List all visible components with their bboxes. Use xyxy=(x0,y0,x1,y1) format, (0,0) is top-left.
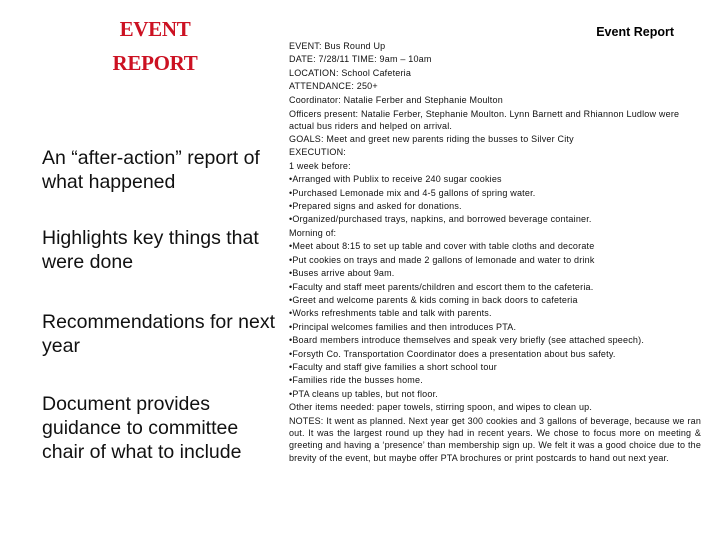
report-line-event: EVENT: Bus Round Up xyxy=(289,41,386,51)
report-line-week-before: 1 week before: xyxy=(289,160,351,171)
report-body xyxy=(289,40,709,415)
report-bullet: •Meet about 8:15 to set up table and cover with table cloths and decorate xyxy=(289,241,595,252)
report-line-execution: EXECUTION: xyxy=(289,147,347,158)
report-title: Event Report xyxy=(596,25,674,39)
report-bullet: •Forsyth Co. Transportation Coordinator does a presentation about bus safety. xyxy=(289,348,616,359)
report-bullet: •PTA cleans up tables, but not floor. xyxy=(289,388,438,399)
report-bullet: •Put cookies on trays and made 2 gallons of lemonade and water to drink xyxy=(289,254,595,265)
summary-item-highlights: Highlights key things that were done xyxy=(42,227,259,273)
summary-item-after-action: An “after-action” report of what happened xyxy=(42,147,260,193)
report-bullet: •Faculty and staff meet parents/children and escort them to the cafeteria. xyxy=(289,281,594,292)
report-bullet: •Board members introduce themselves and speak very briefly (see attached speech). xyxy=(289,335,645,346)
report-bullet: •Greet and welcome parents & kids coming in back doors to cafeteria xyxy=(289,294,578,305)
report-bullet: •Faculty and staff give families a short school tour xyxy=(289,361,497,372)
report-line-officers: Officers present: Natalie Ferber, Stephanie Moulton. Lynn Barnett and Rhiannon Ludlow were actual bus riders and helped on arrival. xyxy=(289,109,680,132)
report-bullet: •Purchased Lemonade mix and 4-5 gallons of spring water. xyxy=(289,187,536,198)
report-notes: NOTES: It went as planned. Next year get 300 cookies and 3 gallons of beverage, because we ran out. It was the largest round up they had in recent years. We chose to focus more on meeting & greeting and having a ‘presence’ than membership sign up. We felt it was a good choice due to the brevity of the event, but maybe offer PTA brochures or print postcards to hand out next year. xyxy=(289,416,701,463)
report-line-other-items: Other items needed: paper towels, stirring spoon, and wipes to clean up. xyxy=(289,402,593,413)
heading-line-report: REPORT xyxy=(112,51,198,75)
report-line-morning-of: Morning of: xyxy=(289,227,337,238)
report-bullet: •Principal welcomes families and then introduces PTA. xyxy=(289,321,517,332)
report-line-attendance: ATTENDANCE: 250+ xyxy=(289,81,378,92)
event-report-heading xyxy=(80,12,230,80)
summary-item-recommendations: Recommendations for next year xyxy=(42,311,276,357)
report-bullet: •Prepared signs and asked for donations. xyxy=(289,201,462,212)
report-line-goals: GOALS: Meet and greet new parents riding the busses to Silver City xyxy=(289,134,574,145)
report-bullet: •Works refreshments table and talk with parents. xyxy=(289,308,492,319)
report-bullet: •Families ride the busses home. xyxy=(289,375,423,386)
report-bullet: •Arranged with Publix to receive 240 sugar cookies xyxy=(289,174,502,185)
report-line-coordinator: Coordinator: Natalie Ferber and Stephanie Moulton xyxy=(289,94,503,105)
heading-line-event: EVENT xyxy=(119,17,191,41)
report-bullet: •Organized/purchased trays, napkins, and borrowed beverage container. xyxy=(289,214,592,225)
report-line-date: DATE: 7/28/11 TIME: 9am – 10am xyxy=(289,54,432,65)
report-line-location: LOCATION: School Cafeteria xyxy=(289,67,412,78)
report-bullet: •Buses arrive about 9am. xyxy=(289,268,395,279)
summary-item-guidance: Document provides guidance to committee chair of what to include xyxy=(42,393,242,463)
